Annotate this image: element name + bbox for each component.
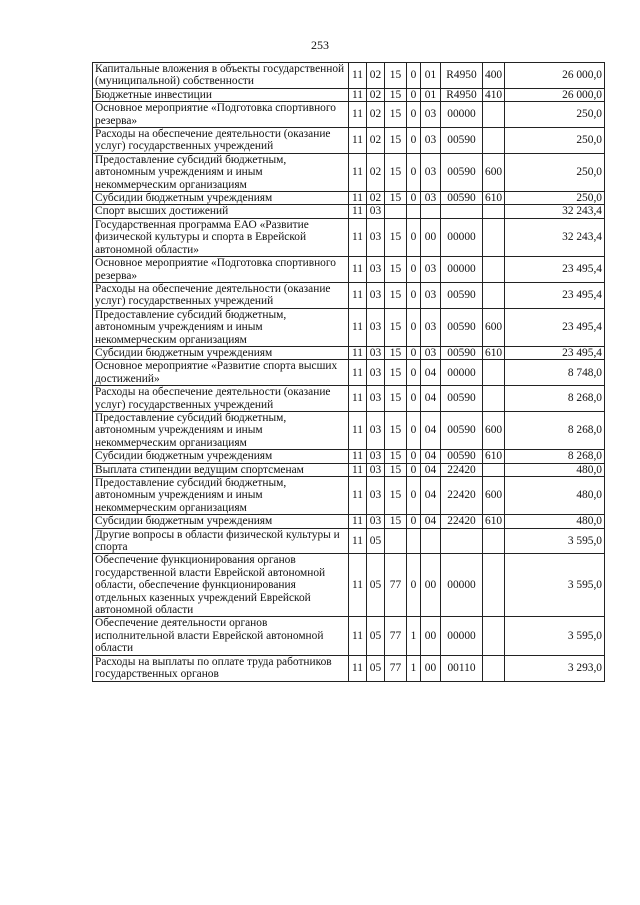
section-code-cell: 11 (349, 346, 367, 359)
direction-code-cell: R4950 (441, 63, 483, 89)
subprogram-code-cell: 0 (407, 554, 421, 617)
table-row (93, 554, 605, 617)
subsection-code-cell: 03 (367, 411, 385, 449)
direction-code-cell: 00590 (441, 411, 483, 449)
expense-type-cell: 600 (483, 411, 505, 449)
activity-code-cell: 04 (421, 463, 441, 476)
direction-code-cell: 00590 (441, 346, 483, 359)
row-name-cell: Спорт высших достижений (93, 205, 349, 218)
row-name-cell: Капитальные вложения в объекты государственной (муниципальной) собственности (93, 63, 349, 89)
table-row (93, 411, 605, 449)
amount-cell: 480,0 (505, 477, 605, 515)
subsection-code-cell: 03 (367, 515, 385, 528)
row-name-cell: Расходы на обеспечение деятельности (оказание услуг) государственных учреждений (93, 282, 349, 308)
direction-code-cell: 00110 (441, 655, 483, 681)
activity-code-cell: 03 (421, 282, 441, 308)
program-code-cell: 15 (385, 192, 407, 205)
row-name-cell: Основное мероприятие «Подготовка спортивного резерва» (93, 102, 349, 128)
subprogram-code-cell: 0 (407, 360, 421, 386)
direction-code-cell: 22420 (441, 463, 483, 476)
section-code-cell: 11 (349, 617, 367, 655)
subprogram-code-cell: 0 (407, 63, 421, 89)
row-name-cell: Государственная программа ЕАО «Развитие физической культуры и спорта в Еврейской автономной области» (93, 218, 349, 256)
table-row (93, 450, 605, 463)
amount-cell: 23 495,4 (505, 308, 605, 346)
expense-type-cell: 610 (483, 515, 505, 528)
subsection-code-cell: 03 (367, 257, 385, 283)
expense-type-cell: 400 (483, 63, 505, 89)
subsection-code-cell: 03 (367, 346, 385, 359)
subsection-code-cell: 03 (367, 308, 385, 346)
subprogram-code-cell: 0 (407, 386, 421, 412)
table-row (93, 360, 605, 386)
activity-code-cell: 03 (421, 128, 441, 154)
table-row (93, 655, 605, 681)
activity-code-cell: 03 (421, 192, 441, 205)
section-code-cell: 11 (349, 477, 367, 515)
program-code-cell: 15 (385, 477, 407, 515)
budget-table-body (93, 63, 605, 682)
section-code-cell: 11 (349, 528, 367, 554)
direction-code-cell: 00000 (441, 360, 483, 386)
section-code-cell: 11 (349, 463, 367, 476)
row-name-cell: Расходы на обеспечение деятельности (оказание услуг) государственных учреждений (93, 128, 349, 154)
table-row (93, 153, 605, 191)
row-name-cell: Расходы на обеспечение деятельности (оказание услуг) государственных учреждений (93, 386, 349, 412)
amount-cell: 26 000,0 (505, 63, 605, 89)
subsection-code-cell: 03 (367, 463, 385, 476)
subsection-code-cell: 03 (367, 450, 385, 463)
amount-cell: 250,0 (505, 153, 605, 191)
subprogram-code-cell: 1 (407, 617, 421, 655)
page-number: 253 (311, 38, 329, 52)
expense-type-cell (483, 386, 505, 412)
program-code-cell: 15 (385, 128, 407, 154)
activity-code-cell: 00 (421, 655, 441, 681)
subsection-code-cell: 02 (367, 192, 385, 205)
program-code-cell (385, 205, 407, 218)
amount-cell: 23 495,4 (505, 346, 605, 359)
row-name-cell: Субсидии бюджетным учреждениям (93, 192, 349, 205)
table-row (93, 386, 605, 412)
amount-cell: 3 595,0 (505, 528, 605, 554)
expense-type-cell (483, 102, 505, 128)
expense-type-cell: 600 (483, 153, 505, 191)
row-name-cell: Другие вопросы в области физической культуры и спорта (93, 528, 349, 554)
row-name-cell: Предоставление субсидий бюджетным, автономным учреждениям и иным некоммерческим организациям (93, 308, 349, 346)
subprogram-code-cell: 0 (407, 102, 421, 128)
expense-type-cell: 600 (483, 308, 505, 346)
table-row (93, 515, 605, 528)
section-code-cell: 11 (349, 655, 367, 681)
program-code-cell: 15 (385, 153, 407, 191)
direction-code-cell: 00000 (441, 257, 483, 283)
table-row (93, 463, 605, 476)
budget-table (92, 62, 605, 682)
subsection-code-cell: 05 (367, 655, 385, 681)
subsection-code-cell: 02 (367, 102, 385, 128)
section-code-cell: 11 (349, 218, 367, 256)
expense-type-cell (483, 528, 505, 554)
direction-code-cell: 00590 (441, 282, 483, 308)
amount-cell: 250,0 (505, 102, 605, 128)
table-row (93, 528, 605, 554)
table-row (93, 102, 605, 128)
row-name-cell: Основное мероприятие «Подготовка спортивного резерва» (93, 257, 349, 283)
expense-type-cell (483, 257, 505, 283)
expense-type-cell: 410 (483, 88, 505, 101)
expense-type-cell: 610 (483, 192, 505, 205)
direction-code-cell: 00000 (441, 617, 483, 655)
program-code-cell: 15 (385, 463, 407, 476)
program-code-cell: 77 (385, 655, 407, 681)
row-name-cell: Расходы на выплаты по оплате труда работников государственных органов (93, 655, 349, 681)
subprogram-code-cell: 0 (407, 450, 421, 463)
table-row (93, 308, 605, 346)
expense-type-cell (483, 655, 505, 681)
expense-type-cell (483, 360, 505, 386)
activity-code-cell: 03 (421, 346, 441, 359)
activity-code-cell: 00 (421, 554, 441, 617)
section-code-cell: 11 (349, 257, 367, 283)
table-row (93, 88, 605, 101)
amount-cell: 8 748,0 (505, 360, 605, 386)
activity-code-cell: 04 (421, 386, 441, 412)
direction-code-cell (441, 205, 483, 218)
subprogram-code-cell: 0 (407, 411, 421, 449)
subsection-code-cell: 03 (367, 386, 385, 412)
subprogram-code-cell: 0 (407, 257, 421, 283)
amount-cell: 3 293,0 (505, 655, 605, 681)
activity-code-cell: 03 (421, 308, 441, 346)
direction-code-cell: 22420 (441, 477, 483, 515)
subprogram-code-cell (407, 528, 421, 554)
expense-type-cell (483, 218, 505, 256)
expense-type-cell (483, 463, 505, 476)
amount-cell: 480,0 (505, 515, 605, 528)
direction-code-cell: 00590 (441, 153, 483, 191)
program-code-cell: 15 (385, 63, 407, 89)
activity-code-cell: 04 (421, 515, 441, 528)
section-code-cell: 11 (349, 128, 367, 154)
subsection-code-cell: 03 (367, 360, 385, 386)
amount-cell: 480,0 (505, 463, 605, 476)
section-code-cell: 11 (349, 153, 367, 191)
subprogram-code-cell: 0 (407, 88, 421, 101)
activity-code-cell: 00 (421, 218, 441, 256)
activity-code-cell: 04 (421, 360, 441, 386)
amount-cell: 3 595,0 (505, 617, 605, 655)
section-code-cell: 11 (349, 411, 367, 449)
subsection-code-cell: 02 (367, 153, 385, 191)
program-code-cell: 77 (385, 617, 407, 655)
row-name-cell: Субсидии бюджетным учреждениям (93, 515, 349, 528)
expense-type-cell (483, 282, 505, 308)
activity-code-cell: 04 (421, 411, 441, 449)
subsection-code-cell: 05 (367, 528, 385, 554)
program-code-cell: 15 (385, 386, 407, 412)
amount-cell: 250,0 (505, 128, 605, 154)
table-row (93, 218, 605, 256)
table-row (93, 128, 605, 154)
activity-code-cell: 04 (421, 450, 441, 463)
subsection-code-cell: 03 (367, 477, 385, 515)
activity-code-cell: 04 (421, 477, 441, 515)
direction-code-cell: 22420 (441, 515, 483, 528)
subsection-code-cell: 03 (367, 218, 385, 256)
amount-cell: 8 268,0 (505, 450, 605, 463)
subsection-code-cell: 05 (367, 617, 385, 655)
program-code-cell: 15 (385, 515, 407, 528)
table-row (93, 63, 605, 89)
expense-type-cell: 600 (483, 477, 505, 515)
subsection-code-cell: 02 (367, 128, 385, 154)
program-code-cell: 15 (385, 218, 407, 256)
program-code-cell: 15 (385, 88, 407, 101)
program-code-cell: 15 (385, 102, 407, 128)
direction-code-cell (441, 528, 483, 554)
subprogram-code-cell: 0 (407, 128, 421, 154)
activity-code-cell: 00 (421, 617, 441, 655)
program-code-cell: 15 (385, 411, 407, 449)
activity-code-cell: 03 (421, 102, 441, 128)
subprogram-code-cell: 0 (407, 515, 421, 528)
section-code-cell: 11 (349, 102, 367, 128)
subsection-code-cell: 05 (367, 554, 385, 617)
direction-code-cell: 00590 (441, 192, 483, 205)
expense-type-cell: 610 (483, 346, 505, 359)
section-code-cell: 11 (349, 63, 367, 89)
direction-code-cell: 00000 (441, 218, 483, 256)
amount-cell: 23 495,4 (505, 282, 605, 308)
subprogram-code-cell (407, 205, 421, 218)
expense-type-cell (483, 554, 505, 617)
activity-code-cell: 01 (421, 63, 441, 89)
direction-code-cell: R4950 (441, 88, 483, 101)
amount-cell: 8 268,0 (505, 411, 605, 449)
activity-code-cell (421, 528, 441, 554)
expense-type-cell (483, 617, 505, 655)
subprogram-code-cell: 1 (407, 655, 421, 681)
amount-cell: 32 243,4 (505, 218, 605, 256)
section-code-cell: 11 (349, 88, 367, 101)
row-name-cell: Выплата стипендии ведущим спортсменам (93, 463, 349, 476)
subprogram-code-cell: 0 (407, 153, 421, 191)
program-code-cell: 15 (385, 360, 407, 386)
subsection-code-cell: 02 (367, 63, 385, 89)
program-code-cell: 77 (385, 554, 407, 617)
section-code-cell: 11 (349, 360, 367, 386)
subprogram-code-cell: 0 (407, 477, 421, 515)
amount-cell: 23 495,4 (505, 257, 605, 283)
direction-code-cell: 00000 (441, 102, 483, 128)
program-code-cell: 15 (385, 282, 407, 308)
row-name-cell: Бюджетные инвестиции (93, 88, 349, 101)
direction-code-cell: 00590 (441, 450, 483, 463)
subprogram-code-cell: 0 (407, 308, 421, 346)
direction-code-cell: 00000 (441, 554, 483, 617)
row-name-cell: Субсидии бюджетным учреждениям (93, 450, 349, 463)
row-name-cell: Субсидии бюджетным учреждениям (93, 346, 349, 359)
activity-code-cell: 03 (421, 257, 441, 283)
section-code-cell: 11 (349, 308, 367, 346)
row-name-cell: Основное мероприятие «Развитие спорта высших достижений» (93, 360, 349, 386)
direction-code-cell: 00590 (441, 386, 483, 412)
row-name-cell: Предоставление субсидий бюджетным, автономным учреждениям и иным некоммерческим организациям (93, 477, 349, 515)
section-code-cell: 11 (349, 192, 367, 205)
program-code-cell: 15 (385, 257, 407, 283)
table-row (93, 477, 605, 515)
section-code-cell: 11 (349, 205, 367, 218)
subsection-code-cell: 03 (367, 205, 385, 218)
row-name-cell: Предоставление субсидий бюджетным, автономным учреждениям и иным некоммерческим организациям (93, 411, 349, 449)
program-code-cell (385, 528, 407, 554)
subprogram-code-cell: 0 (407, 192, 421, 205)
table-row (93, 617, 605, 655)
subprogram-code-cell: 0 (407, 282, 421, 308)
row-name-cell: Обеспечение функционирования органов государственной власти Еврейской автономной области, обеспечение функционирования отдельных казенных учреждений Еврейской автономной области (93, 554, 349, 617)
section-code-cell: 11 (349, 282, 367, 308)
subprogram-code-cell: 0 (407, 463, 421, 476)
section-code-cell: 11 (349, 386, 367, 412)
expense-type-cell: 610 (483, 450, 505, 463)
row-name-cell: Обеспечение деятельности органов исполнительной власти Еврейской автономной области (93, 617, 349, 655)
amount-cell: 32 243,4 (505, 205, 605, 218)
row-name-cell: Предоставление субсидий бюджетным, автономным учреждениям и иным некоммерческим организациям (93, 153, 349, 191)
direction-code-cell: 00590 (441, 128, 483, 154)
amount-cell: 3 595,0 (505, 554, 605, 617)
table-row (93, 282, 605, 308)
program-code-cell: 15 (385, 308, 407, 346)
amount-cell: 26 000,0 (505, 88, 605, 101)
subprogram-code-cell: 0 (407, 218, 421, 256)
section-code-cell: 11 (349, 515, 367, 528)
subprogram-code-cell: 0 (407, 346, 421, 359)
direction-code-cell: 00590 (441, 308, 483, 346)
amount-cell: 250,0 (505, 192, 605, 205)
expense-type-cell (483, 128, 505, 154)
table-row (93, 346, 605, 359)
subsection-code-cell: 03 (367, 282, 385, 308)
activity-code-cell: 01 (421, 88, 441, 101)
activity-code-cell (421, 205, 441, 218)
section-code-cell: 11 (349, 450, 367, 463)
section-code-cell: 11 (349, 554, 367, 617)
expense-type-cell (483, 205, 505, 218)
table-row (93, 205, 605, 218)
program-code-cell: 15 (385, 450, 407, 463)
table-row (93, 192, 605, 205)
activity-code-cell: 03 (421, 153, 441, 191)
amount-cell: 8 268,0 (505, 386, 605, 412)
program-code-cell: 15 (385, 346, 407, 359)
subsection-code-cell: 02 (367, 88, 385, 101)
table-row (93, 257, 605, 283)
